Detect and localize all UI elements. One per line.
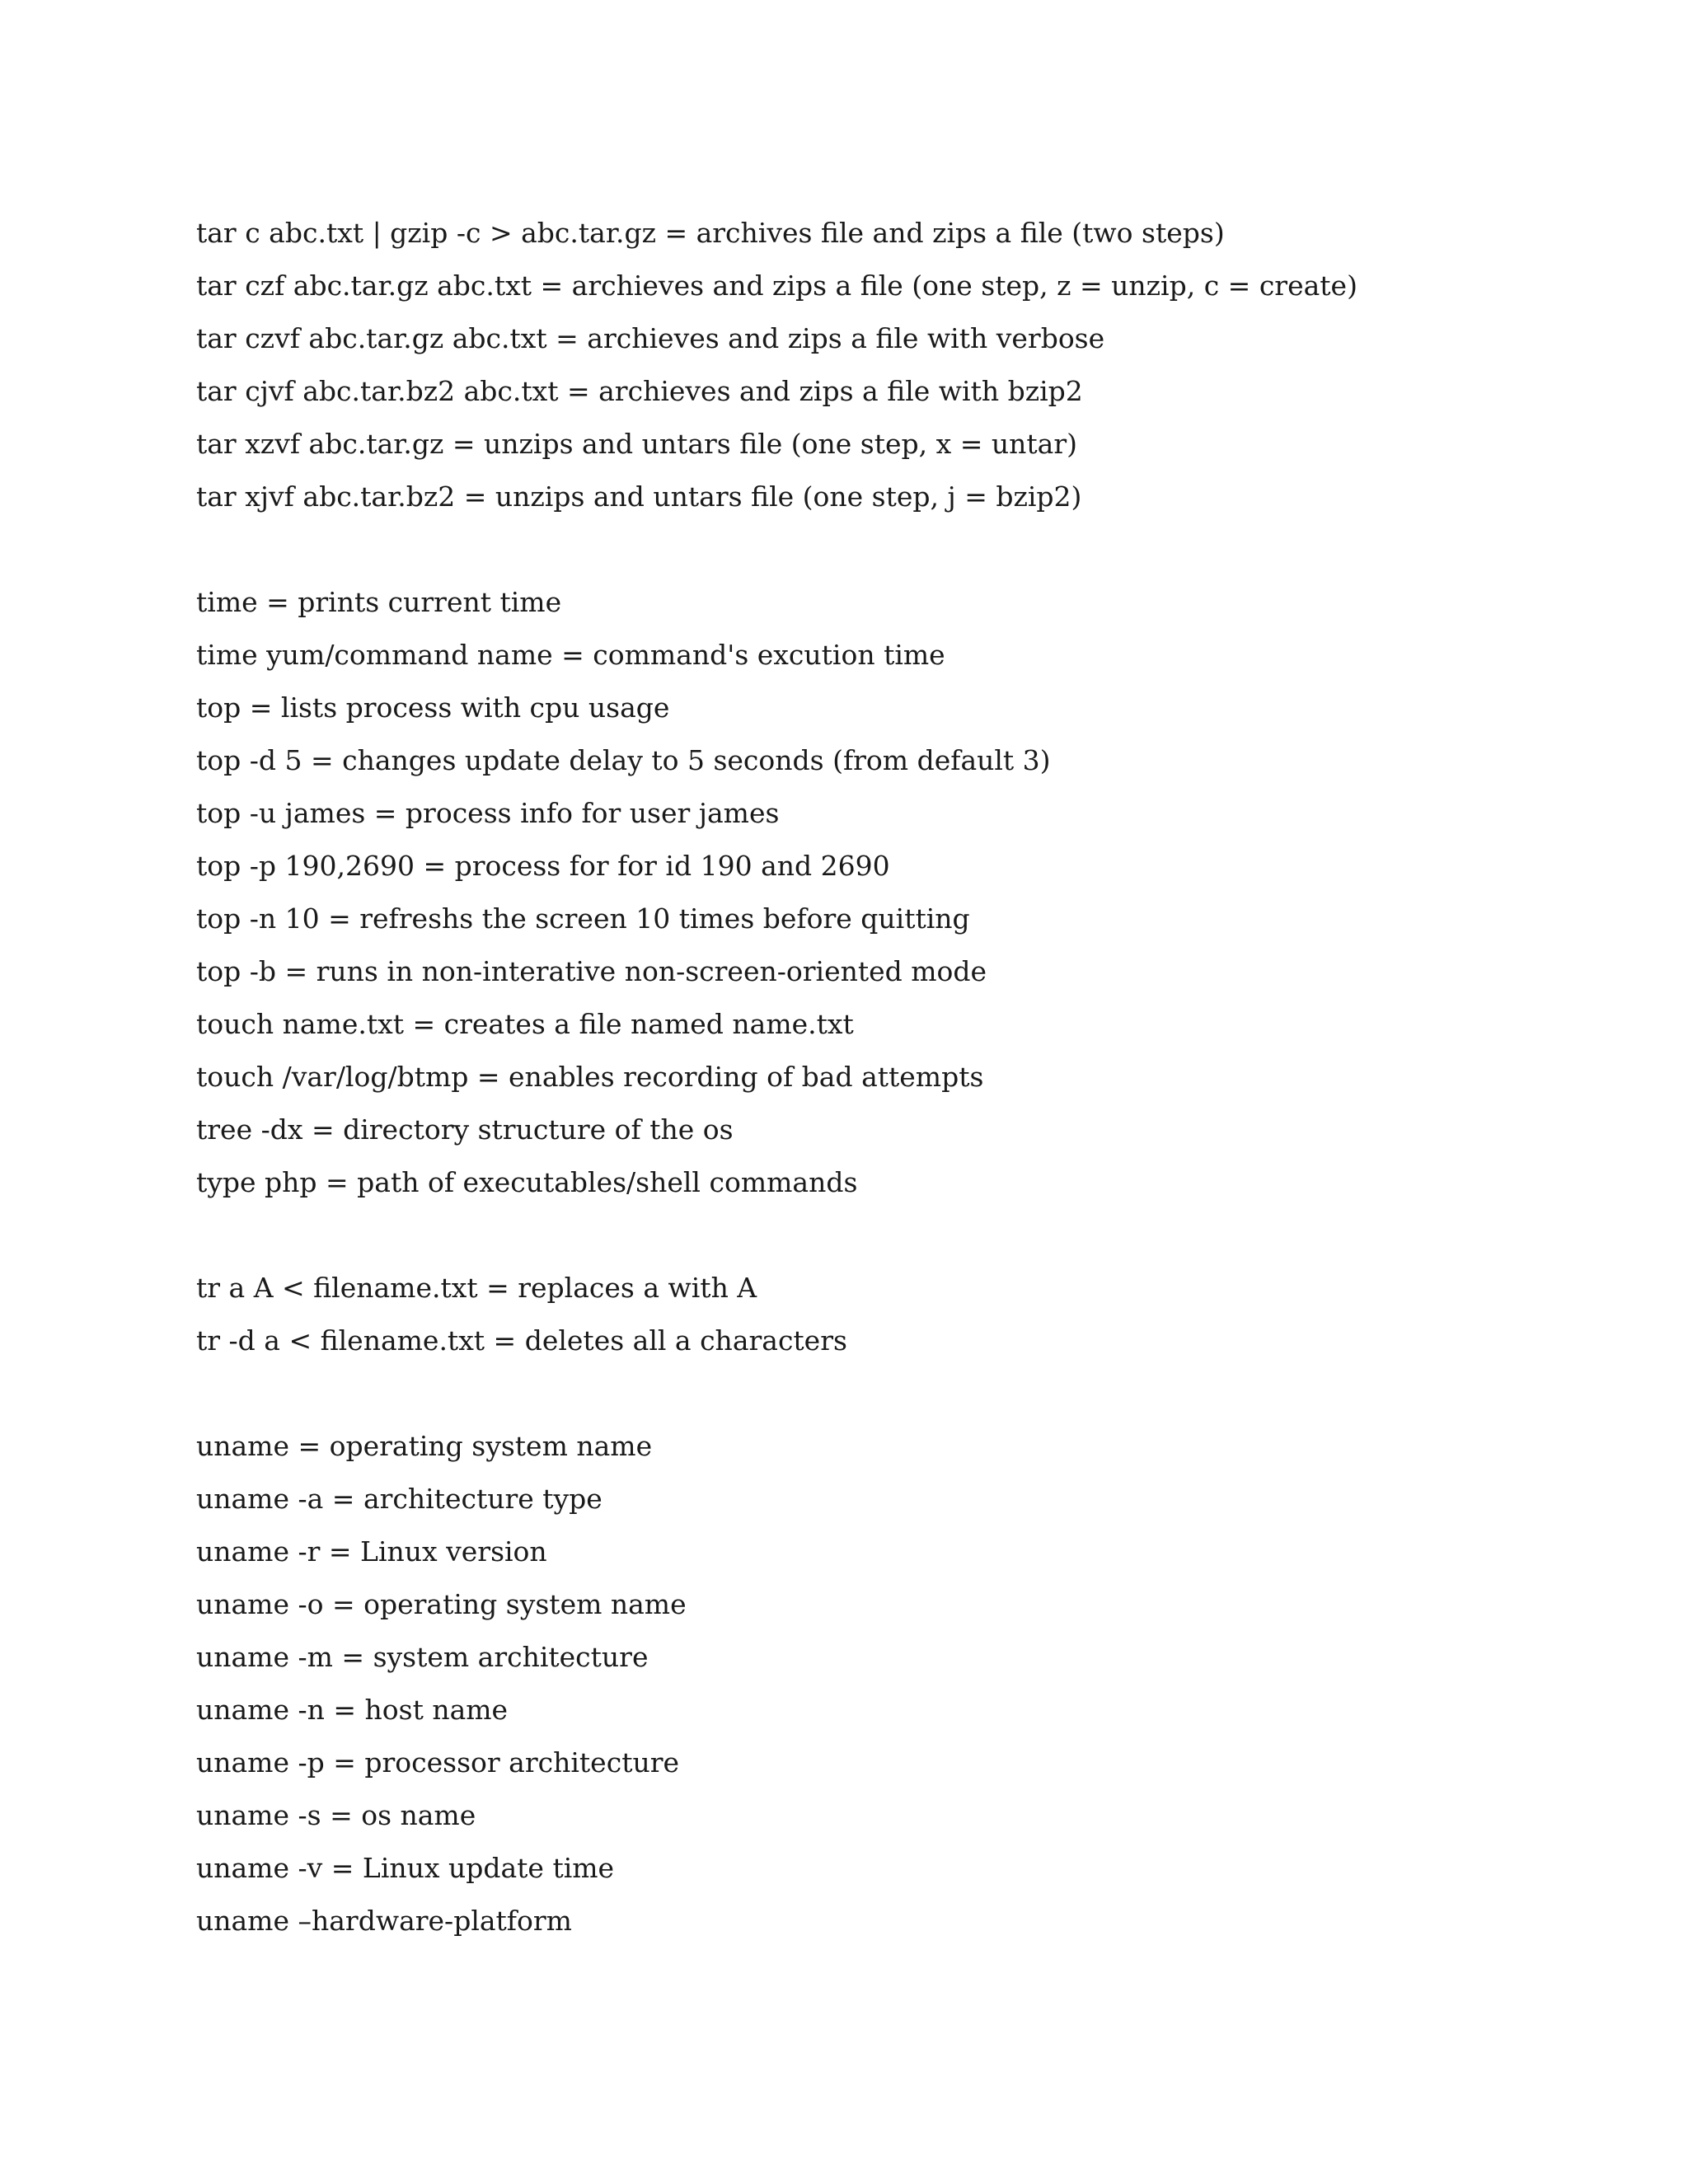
text-line: tr a A < filename.txt = replaces a with A [196, 1272, 757, 1304]
text-line: top -p 190,2690 = process for for id 190 and 2690 [196, 850, 890, 882]
tr-commands-group [196, 1262, 1647, 1367]
text-line: uname = operating system name [196, 1430, 653, 1462]
text-line: tar c abc.txt | gzip -c > abc.tar.gz = archives file and zips a file (two steps) [196, 217, 1225, 249]
tar-commands-group [196, 207, 1647, 523]
text-line: tar cjvf abc.tar.bz2 abc.txt = archieves and zips a file with bzip2 [196, 375, 1083, 407]
text-line: top -u james = process info for user james [196, 797, 780, 829]
text-line: tar czvf abc.tar.gz abc.txt = archieves and zips a file with verbose [196, 322, 1105, 354]
text-line: uname -a = architecture type [196, 1483, 603, 1515]
text-line: top -d 5 = changes update delay to 5 seconds (from default 3) [196, 744, 1051, 776]
text-line: uname -m = system architecture [196, 1641, 649, 1673]
text-line: tree -dx = directory structure of the os [196, 1113, 734, 1146]
text-line: uname -s = os name [196, 1799, 476, 1831]
text-line: time = prints current time [196, 586, 562, 618]
text-line: tr -d a < filename.txt = deletes all a characters [196, 1324, 847, 1357]
text-line: time yum/command name = command's excution time [196, 639, 945, 671]
text-line: uname -p = processor architecture [196, 1746, 680, 1779]
time-top-touch-commands-group [196, 576, 1647, 1209]
document-body [196, 207, 1647, 1947]
text-line: tar xjvf abc.tar.bz2 = unzips and untars file (one step, j = bzip2) [196, 480, 1082, 513]
text-line: uname -o = operating system name [196, 1588, 687, 1620]
text-line: uname -v = Linux update time [196, 1852, 615, 1884]
text-line: touch name.txt = creates a file named name.txt [196, 1008, 854, 1040]
text-line: uname -r = Linux version [196, 1535, 547, 1568]
text-line: type php = path of executables/shell commands [196, 1166, 858, 1198]
text-line: top = lists process with cpu usage [196, 691, 670, 724]
text-line: tar czf abc.tar.gz abc.txt = archieves and zips a file (one step, z = unzip, c = create) [196, 269, 1357, 302]
text-line: uname -n = host name [196, 1694, 509, 1726]
text-line: tar xzvf abc.tar.gz = unzips and untars file (one step, x = untar) [196, 428, 1077, 460]
uname-commands-group [196, 1420, 1647, 1947]
text-line: touch /var/log/btmp = enables recording of bad attempts [196, 1061, 984, 1093]
text-line: top -n 10 = refreshs the screen 10 times before quitting [196, 902, 970, 935]
text-line: uname –hardware-platform [196, 1905, 572, 1937]
text-line: top -b = runs in non-interative non-screen-oriented mode [196, 955, 987, 987]
